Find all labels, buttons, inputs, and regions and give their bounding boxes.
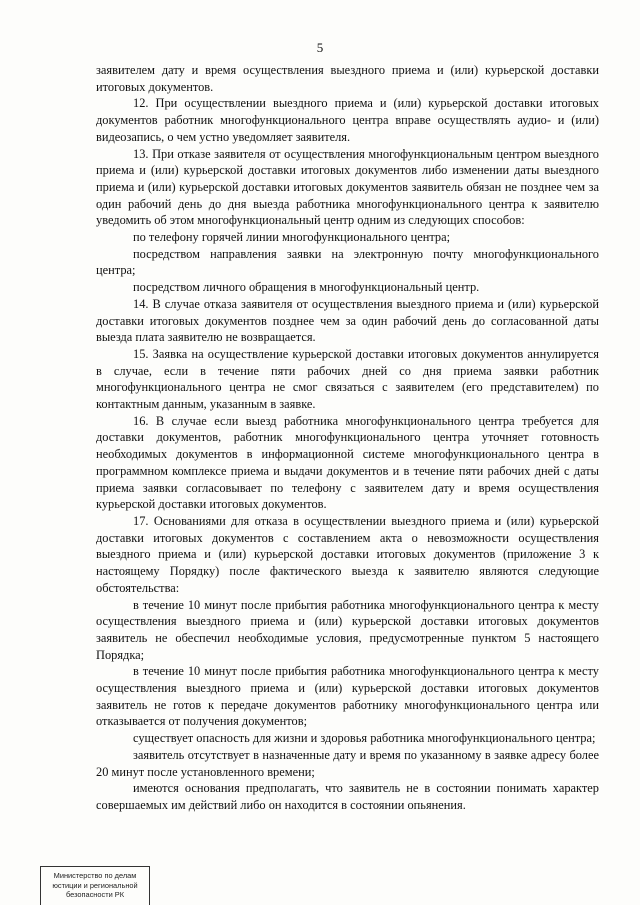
stamp-line: юстиции и региональной [52,880,138,890]
stamp-line: Министерство по делам [53,871,137,880]
paragraph-17: 17. Основаниями для отказа в осуществлении выездного приема и (или) курьерской доставки итоговых документов с составлением акта о невозможности осуществления выездного приема и (или) курьерской доставки итоговых документов (приложение 3 к настоящему Порядку) после фактического выезда к заявителю являются следующие обстоятельства: [96,513,599,595]
notify-option-email: посредством направления заявки на электронную почту многофункционального центра; [96,246,599,278]
notify-option-in-person: посредством личного обращения в многофункциональный центр. [133,280,480,295]
refusal-ground-not-ready: в течение 10 минут после прибытия работника многофункционального центра к месту осуществления выездного приема и (или) курьерской доставки итоговых документов заявитель не готов к передаче документов работнику многофункционального центра или отказывается от получения документов; [96,664,599,729]
refusal-ground-intoxication: имеются основания предполагать, что заявитель не в состоянии понимать характер совершаемых им действий либо он находится в состоянии опьянения. [96,781,599,812]
registration-stamp [40,866,150,905]
paragraph-11-continuation: заявителем дату и время осуществления выездного приема и (или) курьерской доставки итоговых документов. [96,63,599,94]
paragraph-15: 15. Заявка на осуществление курьерской доставки итоговых документов аннулируется в случае, если в течение пяти рабочих дней со дня приема заявки работник многофункционального центра не смог связаться с заявителем (его представителем) по контактным данным, указанным в заявке. [96,346,599,412]
paragraph-12: 12. При осуществлении выездного приема и (или) курьерской доставки итоговых документов работник многофункционального центра вправе осуществлять аудио- и (или) видеозапись, о чем устно уведомляет заявителя. [96,96,599,144]
notify-option-hotline: по телефону горячей линии многофункционального центра; [133,230,451,245]
refusal-ground-absence: заявитель отсутствует в назначенные дату и время по указанному в заявке адресу более 20 минут после установленного времени; [96,747,599,779]
refusal-ground-conditions: в течение 10 минут после прибытия работника многофункционального центра к месту осуществления выездного приема и (или) курьерской доставки итоговых документов заявитель не обеспечил необходимые условия, предусмотренные пунктом 5 настоящего Порядка; [96,597,599,662]
page-number: 5 [316,40,324,55]
document-body [96,62,599,814]
refusal-ground-danger: существует опасность для жизни и здоровья работника многофункционального центра; [133,731,596,746]
paragraph-14: 14. В случае отказа заявителя от осуществления выездного приема и (или) курьерской доставки итоговых документов позднее чем за один рабочий день до согласованной даты выезда плата заявителю не возвращается. [96,296,599,345]
paragraph-13: 13. При отказе заявителя от осуществления многофункциональным центром выездного приема и (или) курьерской доставки итоговых документов либо изменении даты выездного приема и (или) курьерской доставки итоговых документов заявитель обязан не позднее чем за один рабочий день до дня выезда работника многофункционального центра к заявителю уведомить об этом многофункциональный центр одним из следующих способов: [96,146,599,228]
paragraph-16: 16. В случае если выезд работника многофункционального центра требуется для доставки документов, работник многофункционального центра уточняет готовность необходимых документов в информационной системе многофункционального центра в программном комплексе приема и выдачи документов и в течение пяти рабочих дней с даты приема заявки согласовывает по телефону с заявителем дату и время осуществления курьерской доставки итоговых документов. [96,413,599,512]
stamp-line: безопасности РК [65,890,124,900]
